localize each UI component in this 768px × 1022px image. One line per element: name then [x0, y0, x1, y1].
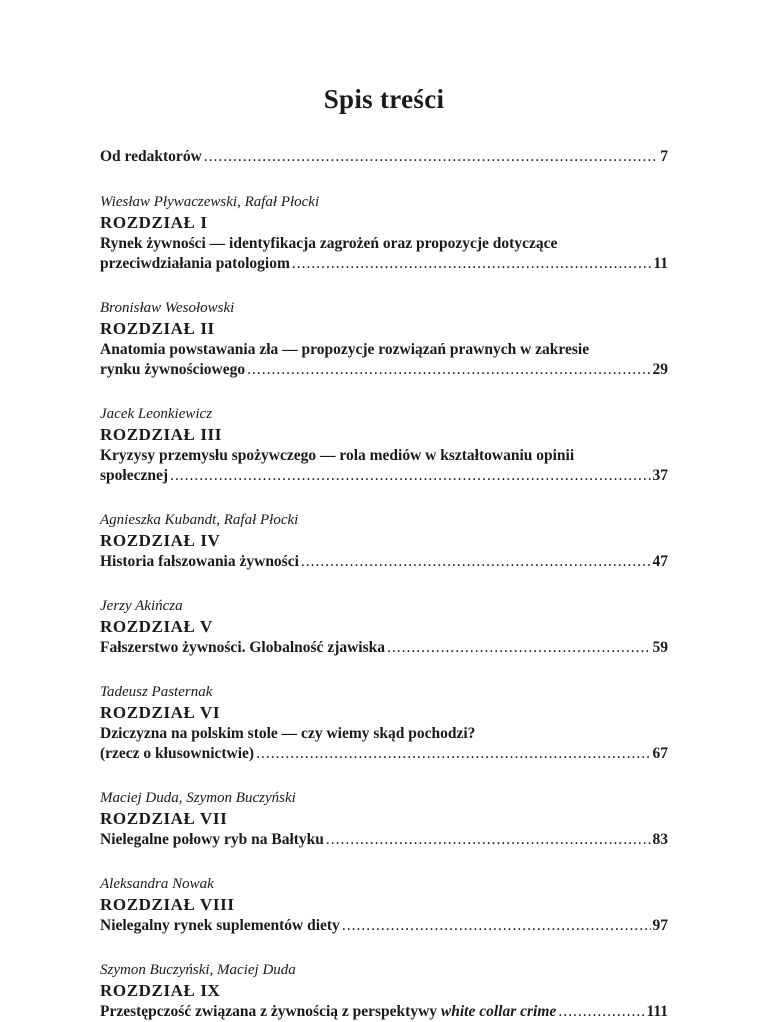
- chapter-label: ROZDZIAŁ IV: [100, 531, 221, 550]
- chapter-author: Wiesław Pływaczewski, Rafał Płocki: [100, 194, 320, 210]
- dot-leader: [170, 466, 650, 486]
- toc-row: [100, 147, 668, 167]
- chapter-title: [100, 1002, 556, 1022]
- chapter-label: ROZDZIAŁ III: [100, 425, 222, 444]
- page-number: 11: [653, 255, 668, 272]
- toc-row: [100, 552, 668, 572]
- chapter-title-line2: społecznej: [100, 467, 169, 484]
- page-number: 59: [652, 639, 668, 656]
- chapter-title-line2: przeciwdziałania patologiom: [100, 255, 290, 272]
- page-number: 111: [646, 1003, 668, 1020]
- toc-entry-chapter-1: [100, 192, 668, 274]
- chapter-label: ROZDZIAŁ I: [100, 213, 208, 232]
- table-of-contents: [100, 147, 668, 1022]
- dot-leader: [292, 254, 651, 274]
- chapter-title: Nielegalny rynek suplementów diety: [100, 917, 340, 934]
- chapter-author: Agnieszka Kubandt, Rafał Płocki: [100, 512, 299, 528]
- chapter-label: ROZDZIAŁ V: [100, 617, 213, 636]
- chapter-author: Aleksandra Nowak: [100, 876, 214, 892]
- toc-row: [100, 916, 668, 936]
- dot-leader: [204, 147, 658, 167]
- chapter-title: Historia fałszowania żywności: [100, 553, 299, 570]
- dot-leader: [247, 360, 650, 380]
- chapter-title-line2: rynku żywnościowego: [100, 361, 246, 378]
- toc-row: [100, 638, 668, 658]
- toc-row: [100, 254, 668, 274]
- dot-leader: [558, 1002, 644, 1022]
- chapter-title-line1: Anatomia powstawania zła — propozycje rozwiązań prawnych w zakresie: [100, 341, 590, 358]
- toc-entry-chapter-4: [100, 510, 668, 572]
- page-number: 83: [652, 831, 668, 848]
- chapter-label: ROZDZIAŁ VI: [100, 703, 221, 722]
- toc-row: [100, 744, 668, 764]
- chapter-author: Maciej Duda, Szymon Buczyński: [100, 790, 296, 806]
- toc-entry-chapter-2: [100, 298, 668, 380]
- chapter-author: Tadeusz Pasternak: [100, 684, 213, 700]
- page-number: 97: [652, 917, 668, 934]
- toc-row: [100, 830, 668, 850]
- chapter-title: Fałszerstwo żywności. Globalność zjawiska: [100, 639, 386, 656]
- entry-title: Od redaktorów: [100, 148, 202, 165]
- chapter-title-text: Przestępczość związana z żywnością z perspektywy: [100, 1003, 441, 1020]
- chapter-author: Bronisław Wesołowski: [100, 300, 235, 316]
- dot-leader: [301, 552, 651, 572]
- chapter-author: Szymon Buczyński, Maciej Duda: [100, 962, 296, 978]
- chapter-label: ROZDZIAŁ VII: [100, 809, 228, 828]
- dot-leader: [387, 638, 650, 658]
- toc-row: [100, 466, 668, 486]
- toc-entry-chapter-7: [100, 788, 668, 850]
- page-number: 47: [652, 553, 668, 570]
- chapter-title-line1: Dziczyzna na polskim stole — czy wiemy skąd pochodzi?: [100, 725, 476, 742]
- page-number: 29: [652, 361, 668, 378]
- toc-entry-chapter-3: [100, 404, 668, 486]
- page-number: 67: [652, 745, 668, 762]
- chapter-title: Nielegalne połowy ryb na Bałtyku: [100, 831, 324, 848]
- chapter-title-line1: Kryzysy przemysłu spożywczego — rola mediów w kształtowaniu opinii: [100, 447, 575, 464]
- dot-leader: [326, 830, 651, 850]
- chapter-label: ROZDZIAŁ IX: [100, 981, 221, 1000]
- dot-leader: [256, 744, 650, 764]
- chapter-label: ROZDZIAŁ II: [100, 319, 215, 338]
- chapter-title-line2: (rzecz o kłusownictwie): [100, 745, 255, 762]
- page-number: 7: [660, 148, 668, 165]
- toc-row: [100, 1002, 668, 1022]
- chapter-author: Jerzy Akińcza: [100, 598, 183, 614]
- toc-row: [100, 360, 668, 380]
- chapter-author: Jacek Leonkiewicz: [100, 406, 213, 422]
- chapter-title-line1: Rynek żywności — identyfikacja zagrożeń oraz propozycje dotyczące: [100, 235, 558, 252]
- dot-leader: [342, 916, 651, 936]
- toc-entry-chapter-8: [100, 874, 668, 936]
- chapter-title-italic: white collar crime: [440, 1003, 557, 1020]
- page-title: Spis treści: [323, 84, 445, 114]
- toc-entry-intro: [100, 147, 668, 167]
- toc-entry-chapter-6: [100, 682, 668, 764]
- page-number: 37: [652, 467, 668, 484]
- chapter-label: ROZDZIAŁ VIII: [100, 895, 235, 914]
- toc-entry-chapter-5: [100, 596, 668, 658]
- toc-entry-chapter-9: [100, 960, 668, 1022]
